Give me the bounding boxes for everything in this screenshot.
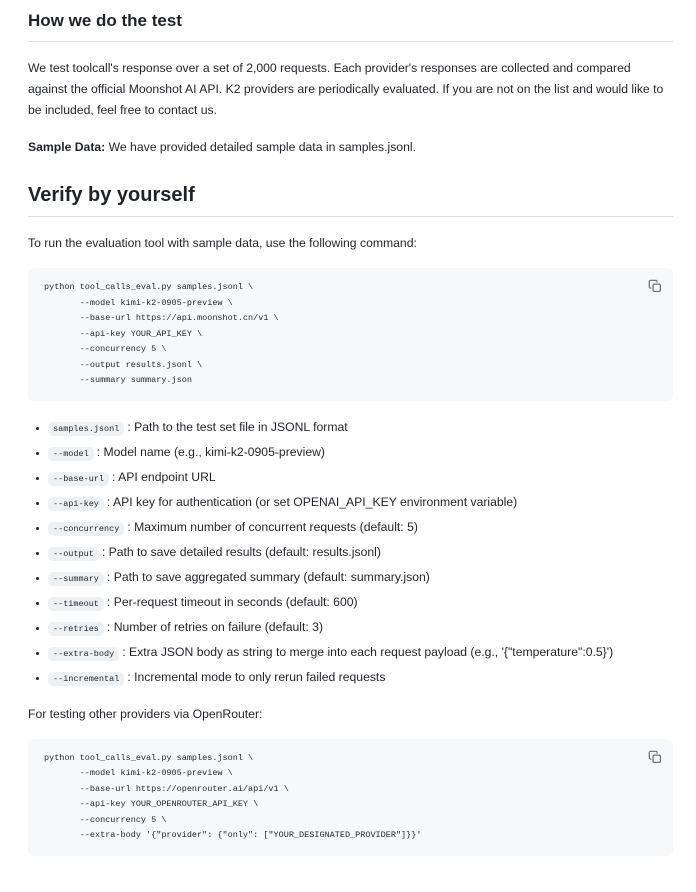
flag-code-chip: --api-key [48, 497, 104, 511]
flag-code-chip: --summary [48, 572, 104, 586]
list-item [48, 467, 673, 490]
heading-how-we-do-the-test: How we do the test [28, 10, 673, 42]
flag-code-chip: --timeout [48, 597, 104, 611]
list-item [48, 442, 673, 465]
flag-description: : Path to save detailed results (default: results.jsonl) [101, 544, 381, 559]
flag-code-chip: --retries [48, 622, 104, 636]
list-item [48, 592, 673, 615]
flag-code-chip: --concurrency [48, 522, 124, 536]
code-openrouter-command: python tool_calls_eval.py samples.jsonl \ --model kimi-k2-0905-preview \ --base-url https://openrouter.ai/api/v1 \ --api-key YOUR_OPENROUTER_API_KEY \ --concurrency 5 \ --extra-body '{"provider": {"only": ["YOUR_DESIGNATED_PROVIDER"]}}' [44, 752, 422, 841]
flag-description: : API endpoint URL [112, 469, 216, 484]
sample-data-label: Sample Data: [28, 140, 106, 155]
flag-description: : Incremental mode to only rerun failed requests [127, 669, 386, 684]
copy-button[interactable] [645, 747, 665, 767]
openrouter-instruction: For testing other providers via OpenRouter: [28, 706, 263, 721]
copy-button[interactable] [645, 276, 665, 296]
copy-icon [648, 279, 662, 293]
run-command-instruction: To run the evaluation tool with sample data, use the following command: [28, 236, 417, 251]
flag-code-chip: --incremental [48, 672, 124, 686]
list-item [48, 567, 673, 590]
readme-document [28, 10, 673, 856]
flag-description: : Extra JSON body as string to merge into each request payload (e.g., '{"temperature":0.5}') [122, 644, 614, 659]
sample-data-text: We have provided detailed sample data in samples.jsonl. [105, 140, 416, 155]
flag-code-chip: --model [48, 447, 94, 461]
flag-description: : Number of retries on failure (default: 3) [106, 619, 324, 634]
flag-code-chip: --extra-body [48, 647, 119, 661]
list-item [48, 542, 673, 565]
list-item [48, 492, 673, 515]
flag-description: : Model name (e.g., kimi-k2-0905-preview) [96, 444, 325, 459]
sample-data-line [28, 137, 673, 158]
flag-code-chip: --output [48, 547, 99, 561]
flag-description: : Path to the test set file in JSONL format [127, 419, 348, 434]
code-moonshot-command: python tool_calls_eval.py samples.jsonl \ --model kimi-k2-0905-preview \ --base-url https://api.moonshot.cn/v1 \ --api-key YOUR_API_KEY \ --concurrency 5 \ --output results.jsonl \ --summary summary.json [44, 282, 279, 386]
flag-description: : Per-request timeout in seconds (default: 600) [106, 594, 358, 609]
flag-description: : Path to save aggregated summary (default: summary.json) [106, 569, 430, 584]
list-item [48, 667, 673, 690]
flag-description: : API key for authentication (or set OPENAI_API_KEY environment variable) [106, 494, 518, 509]
list-item [48, 617, 673, 640]
code-block-moonshot [28, 268, 673, 401]
copy-icon [648, 750, 662, 764]
flag-code-chip: --base-url [48, 472, 109, 486]
list-item [48, 417, 673, 440]
test-description-paragraph: We test toolcall's response over a set of 2,000 requests. Each provider's responses are collected and compared against the official Moonshot AI API. K2 providers are periodically evaluated. If you are not on the list and would like to be included, feel free to contact us. [28, 61, 664, 118]
flags-list [28, 417, 673, 690]
list-item [48, 517, 673, 540]
flag-description: : Maximum number of concurrent requests (default: 5) [127, 519, 418, 534]
heading-verify-by-yourself: Verify by yourself [28, 182, 673, 217]
list-item [48, 642, 673, 665]
flag-code-chip: samples.jsonl [48, 422, 124, 436]
code-block-openrouter [28, 739, 673, 856]
